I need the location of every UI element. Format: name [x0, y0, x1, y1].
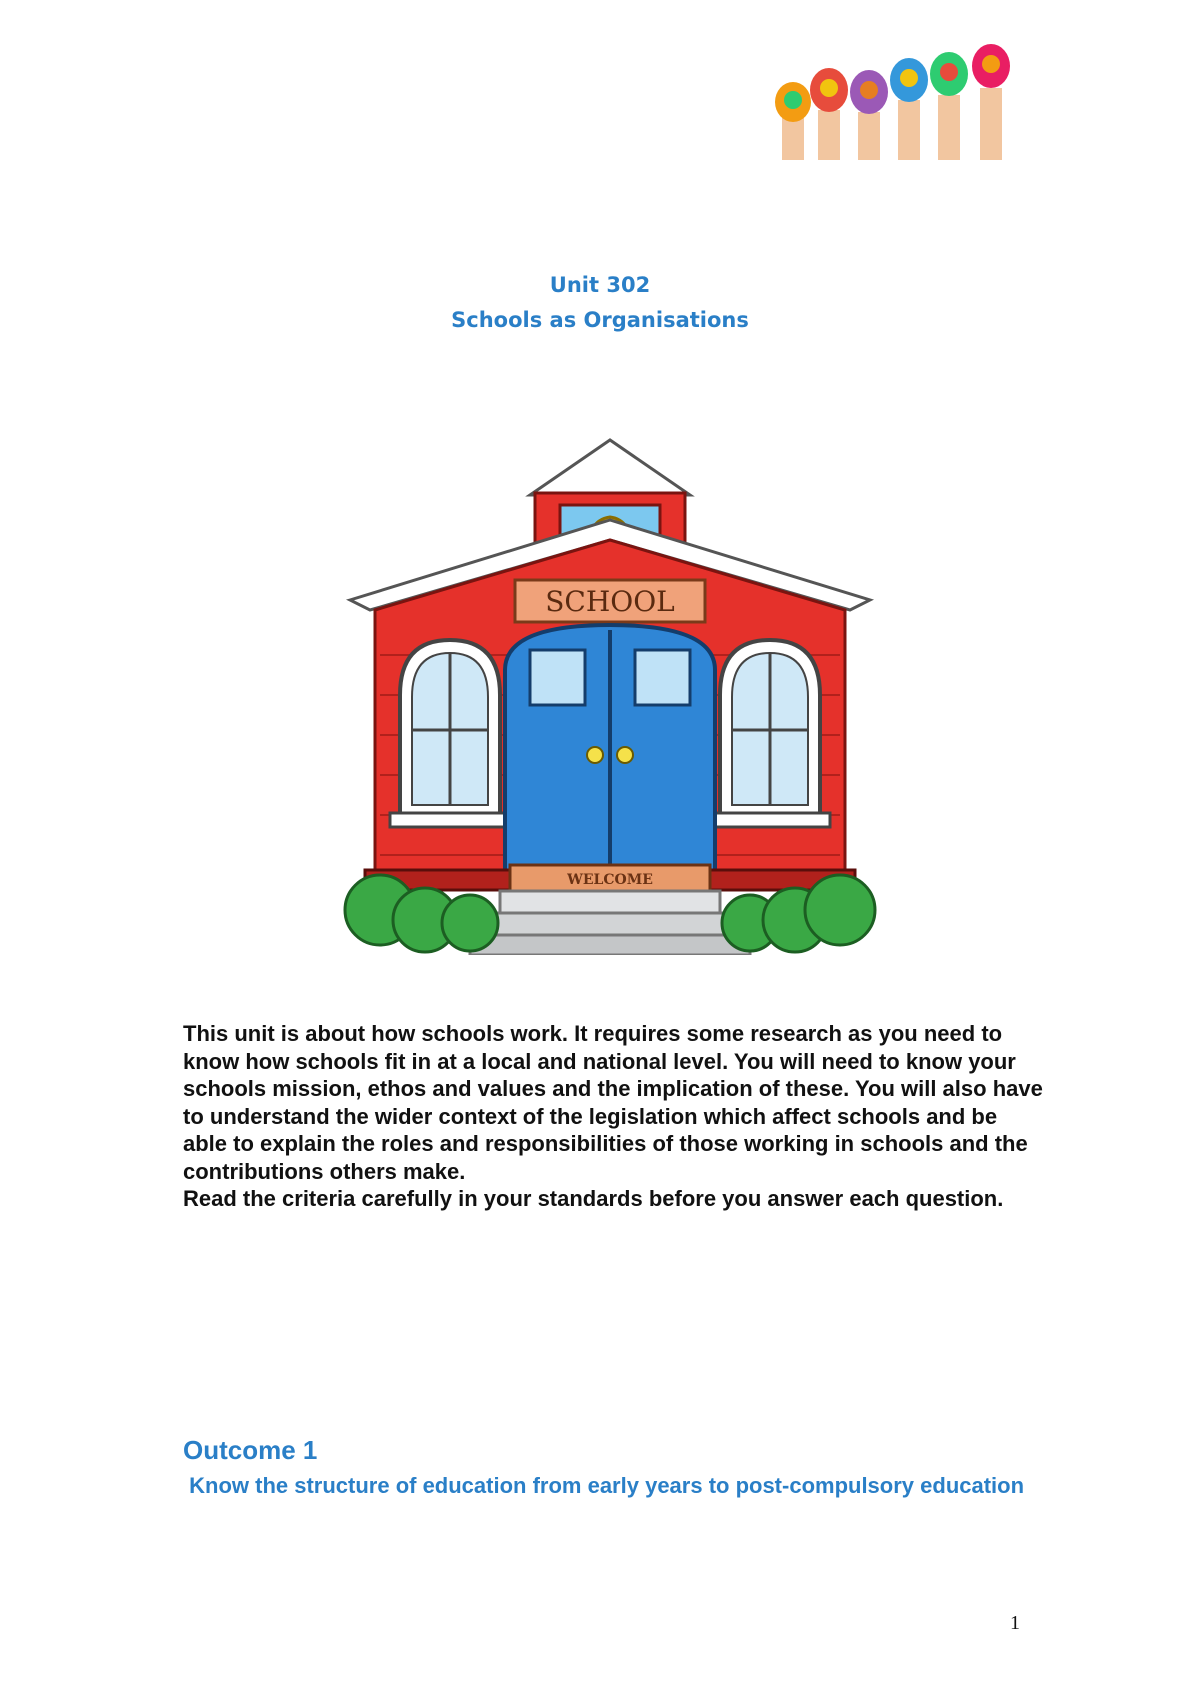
door-knob-right: [617, 747, 633, 763]
outcome-description: Know the structure of education from early years to post-compulsory education: [183, 1473, 1025, 1498]
tower-roof: [530, 440, 690, 495]
hand-6: [972, 44, 1010, 160]
step-2: [485, 913, 735, 935]
intro-instruction: Read the criteria carefully in your standards before you answer each question.: [183, 1186, 1004, 1211]
hand-5: [930, 52, 968, 160]
document-title: [0, 268, 1200, 338]
hand-4: [890, 58, 928, 160]
intro-text: [183, 1020, 1043, 1213]
outcome-heading: Outcome 1: [183, 1435, 318, 1465]
welcome-mat-text: WELCOME: [567, 872, 653, 888]
intro-paragraph: This unit is about how schools work. It requires some research as you need to know how schools fit in at a local and national level. You will need to know your schools mission, ethos and values and the implication of these. You will also have to understand the wider context of the legislation which affect schools and be able to explain the roles and responsibilities of those working in schools and the contributions others make.: [183, 1021, 1043, 1184]
hand-2: [810, 68, 848, 160]
school-sign-text: SCHOOL: [545, 585, 675, 618]
hand-1: [775, 82, 811, 160]
unit-subtitle: Schools as Organisations: [451, 308, 749, 332]
page-number: 1: [1010, 1612, 1020, 1634]
unit-number: Unit 302: [549, 273, 651, 297]
door-knob-left: [587, 747, 603, 763]
colorful-hands-logo: [770, 40, 1030, 160]
hand-3: [850, 70, 888, 160]
step-1: [500, 891, 720, 913]
step-3: [470, 935, 750, 955]
schoolhouse-illustration: [340, 425, 880, 955]
